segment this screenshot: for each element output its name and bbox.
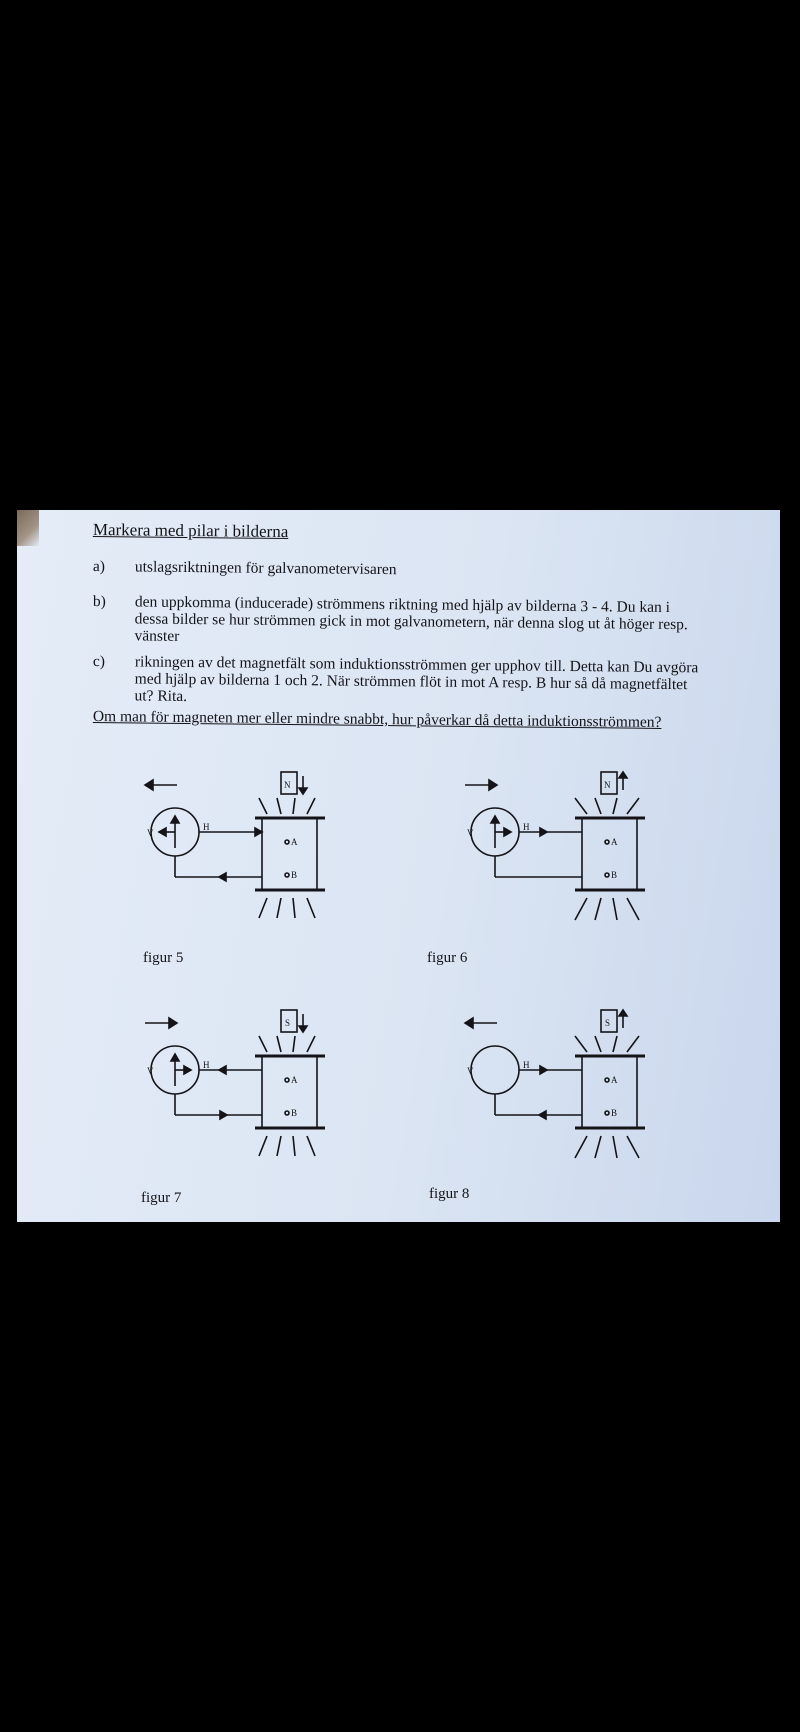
- figure-7: [127, 998, 337, 1178]
- figure-7-caption: figur 7: [141, 1190, 182, 1206]
- figure-6-a-label: A: [611, 837, 618, 847]
- page-fold: [17, 510, 39, 546]
- item-a-text: utslagsriktningen för galvanometervisaren: [134, 558, 397, 579]
- figure-8-b-label: B: [611, 1108, 618, 1118]
- figure-7-h-label: H: [203, 1060, 210, 1070]
- item-b-text: den uppkomma (inducerade) strömmens riktning med hjälp av bilderna 3 - 4. Du kan i dessa bilder se hur strömmen gick in mot galvanometern, när denna slog ut åt höger resp. vänster: [134, 593, 688, 645]
- figure-8-caption: figur 8: [429, 1186, 470, 1202]
- item-b-label: b): [92, 593, 106, 611]
- figure-5-drawing: [127, 760, 337, 940]
- figure-6-h-label: H: [523, 822, 530, 832]
- figure-5: [127, 760, 337, 940]
- item-c-text: rikningen av det magnetfält som induktionsströmmen ger upphov till. Detta kan Du avgöra med hjälp av bilderna 1 och 2. När strömmen flöt in mot A resp. B hur så då magnetfältet ut? Rita.: [134, 653, 699, 705]
- figure-7-v-label: V: [147, 1066, 154, 1076]
- figure-6-pole-label: N: [604, 780, 611, 790]
- figure-8-pole-label: S: [605, 1018, 611, 1028]
- page-title: Markera med pilar i bilderna: [92, 520, 289, 542]
- figure-6-v-label: V: [467, 828, 474, 838]
- figure-6: [447, 760, 657, 940]
- figure-8-h-label: H: [523, 1060, 530, 1070]
- figure-6-drawing: [447, 760, 657, 940]
- figure-8-drawing: [447, 998, 657, 1178]
- figure-5-b-label: B: [291, 870, 298, 880]
- figure-5-caption: figur 5: [143, 950, 184, 966]
- figure-6-caption: figur 6: [427, 950, 468, 966]
- figure-5-v-label: V: [147, 828, 154, 838]
- figure-8: [447, 998, 657, 1178]
- figure-5-a-label: A: [291, 837, 298, 847]
- figure-7-a-label: A: [291, 1075, 298, 1085]
- figure-7-pole-label: S: [285, 1018, 291, 1028]
- worksheet-page: [17, 510, 780, 1222]
- item-c-label: c): [92, 653, 106, 671]
- item-a-label: a): [92, 558, 106, 576]
- question-text: Om man för magneten mer eller mindre snabbt, hur påverkar då detta induktionsströmmen?: [92, 708, 662, 731]
- figure-8-a-label: A: [611, 1075, 618, 1085]
- figure-7-drawing: [127, 998, 337, 1178]
- figure-5-pole-label: N: [284, 780, 291, 790]
- figure-8-v-label: V: [467, 1066, 474, 1076]
- figure-5-h-label: H: [203, 822, 210, 832]
- figure-6-b-label: B: [611, 870, 618, 880]
- figure-7-b-label: B: [291, 1108, 298, 1118]
